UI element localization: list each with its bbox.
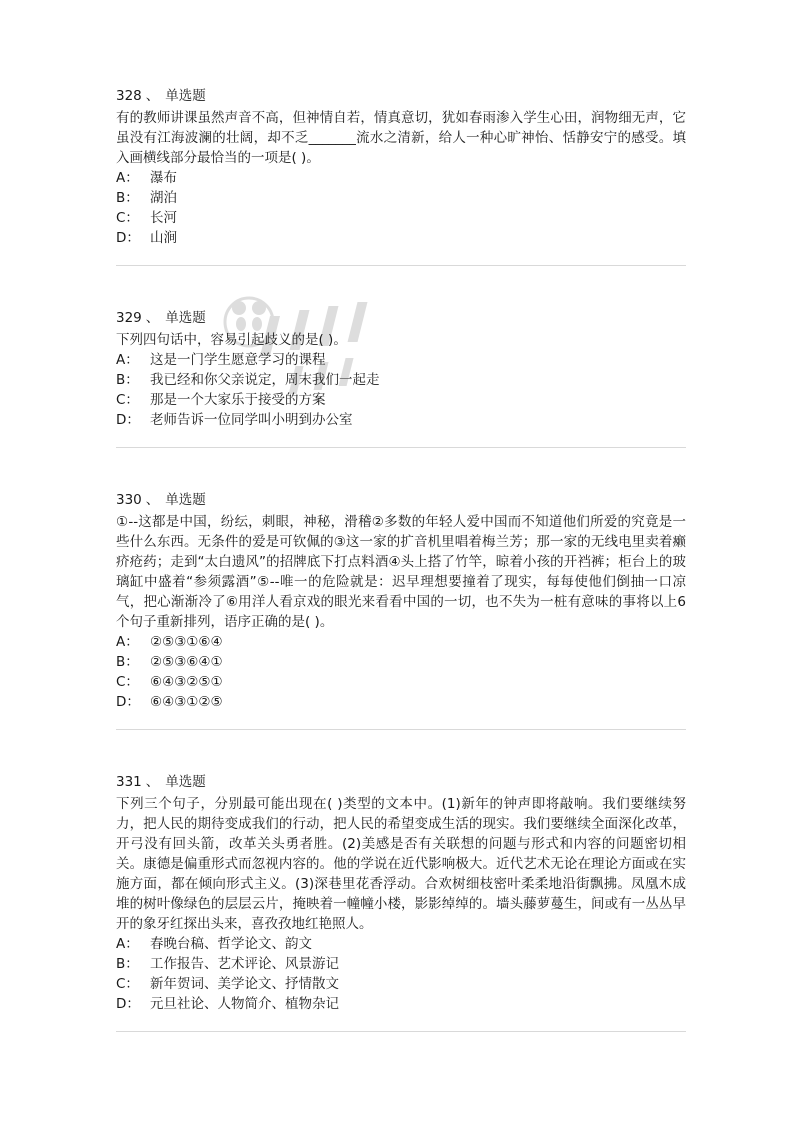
option-text: 那是一个大家乐于接受的方案 <box>150 392 326 408</box>
question-number: 330 <box>116 492 142 508</box>
question-header <box>116 86 686 106</box>
option-text: 瀑布 <box>150 170 177 186</box>
question-number: 331 <box>116 774 142 790</box>
option-letter: B： <box>116 190 139 206</box>
option-letter: C： <box>116 392 139 408</box>
option-text: 这是一门学生愿意学习的课程 <box>150 352 326 368</box>
question-stem: ①--这都是中国，纷纭，刺眼，神秘，滑稽②多数的年轻人爱中国而不知道他们所爱的究竟是一些什么东西。无条件的爱是可钦佩的③这一家的扩音机里唱着梅兰芳；那一家的无线电里卖着癞疥疮药；走到“太白遗风”的招牌底下打点料酒④头上搭了竹竿，晾着小孩的开裆裤；柜台上的玻璃缸中盛着“参须露酒”⑤--唯一的危险就是：迟早理想要撞着了现实，每每使他们倒抽一口凉气，把心渐渐冷了⑥用洋人看京戏的眼光来看看中国的一切，也不失为一桩有意味的事将以上6个句子重新排列，语序正确的是( )。 <box>116 514 686 630</box>
question-divider <box>116 447 686 448</box>
option-text: 山涧 <box>150 230 177 246</box>
question-type: 单选题 <box>165 492 206 508</box>
question-header <box>116 772 686 792</box>
option-text: 元旦社论、人物简介、植物杂记 <box>150 996 339 1012</box>
option-letter: B： <box>116 956 139 972</box>
option-letter: A： <box>116 352 139 368</box>
question-divider <box>116 729 686 730</box>
question-divider <box>116 1031 686 1032</box>
question-type: 单选题 <box>165 88 206 104</box>
option-b[interactable] <box>116 370 686 390</box>
option-b[interactable] <box>116 652 686 672</box>
option-letter: D： <box>116 412 140 428</box>
question-separator: 、 <box>145 492 160 508</box>
option-text: 湖泊 <box>150 190 177 206</box>
option-d[interactable] <box>116 692 686 712</box>
option-text: 春晚台稿、哲学论文、韵文 <box>150 936 312 952</box>
question-separator: 、 <box>145 88 160 104</box>
option-letter: A： <box>116 634 139 650</box>
option-a[interactable] <box>116 168 686 188</box>
option-b[interactable] <box>116 954 686 974</box>
question-stem: 下列四句话中，容易引起歧义的是( )。 <box>116 332 347 348</box>
option-d[interactable] <box>116 228 686 248</box>
option-text: 长河 <box>150 210 177 226</box>
question-328 <box>116 86 686 266</box>
option-d[interactable] <box>116 994 686 1014</box>
question-330 <box>116 490 686 730</box>
option-c[interactable] <box>116 974 686 994</box>
question-type: 单选题 <box>165 310 206 326</box>
option-text: ⑥④③①②⑤ <box>150 694 223 710</box>
option-list <box>116 632 686 712</box>
question-separator: 、 <box>145 310 160 326</box>
question-header <box>116 308 686 328</box>
option-letter: A： <box>116 170 139 186</box>
option-b[interactable] <box>116 188 686 208</box>
question-divider <box>116 265 686 266</box>
option-d[interactable] <box>116 410 686 430</box>
option-letter: D： <box>116 694 140 710</box>
question-329 <box>116 308 686 448</box>
question-stem: 下列三个句子，分别最可能出现在( )类型的文本中。(1)新年的钟声即将敲响。我们要继续努力，把人民的期待变成我们的行动，把人民的希望变成生活的现实。我们要继续全面深化改革，开弓没有回头箭，改革关头勇者胜。(2)美感是否有关联想的问题与形式和内容的问题密切相关。康德是偏重形式而忽视内容的。他的学说在近代影响极大。近代艺术无论在理论方面或在实施方面，都在倾向形式主义。(3)深巷里花香浮动。合欢树细枝密叶柔柔地沿街飘拂。凤凰木成堆的树叶像绿色的层层云片，掩映着一幢幢小楼，影影绰绰的。墙头藤萝蔓生，间或有一丛丛早开的象牙红探出头来，喜孜孜地红艳照人。 <box>116 796 686 932</box>
option-letter: B： <box>116 654 139 670</box>
option-a[interactable] <box>116 632 686 652</box>
option-c[interactable] <box>116 208 686 228</box>
option-a[interactable] <box>116 350 686 370</box>
question-type: 单选题 <box>165 774 206 790</box>
option-text: 老师告诉一位同学叫小明到办公室 <box>150 412 353 428</box>
option-letter: C： <box>116 674 139 690</box>
option-text: ②⑤③⑥④① <box>150 654 223 670</box>
option-c[interactable] <box>116 672 686 692</box>
option-letter: C： <box>116 976 139 992</box>
option-letter: D： <box>116 230 140 246</box>
option-a[interactable] <box>116 934 686 954</box>
option-letter: A： <box>116 936 139 952</box>
option-list <box>116 350 686 430</box>
option-list <box>116 934 686 1014</box>
question-stem: 有的教师讲课虽然声音不高，但神情自若，情真意切，犹如春雨渗入学生心田，润物细无声，它虽没有江海波澜的壮阔，却不乏_______流水之清新，给人一种心旷神怡、恬静安宁的感受。填入画横线部分最恰当的一项是( )。 <box>116 110 686 166</box>
option-list <box>116 168 686 248</box>
option-text: 工作报告、艺术评论、风景游记 <box>150 956 339 972</box>
option-letter: C： <box>116 210 139 226</box>
option-text: 我已经和你父亲说定，周末我们一起走 <box>150 372 380 388</box>
question-header <box>116 490 686 510</box>
option-letter: D： <box>116 996 140 1012</box>
question-number: 328 <box>116 88 142 104</box>
option-text: 新年贺词、美学论文、抒情散文 <box>150 976 339 992</box>
question-list <box>116 86 686 1032</box>
question-331 <box>116 772 686 1032</box>
option-text: ②⑤③①⑥④ <box>150 634 223 650</box>
question-number: 329 <box>116 310 142 326</box>
option-letter: B： <box>116 372 139 388</box>
question-separator: 、 <box>145 774 160 790</box>
option-c[interactable] <box>116 390 686 410</box>
option-text: ⑥④③②⑤① <box>150 674 223 690</box>
